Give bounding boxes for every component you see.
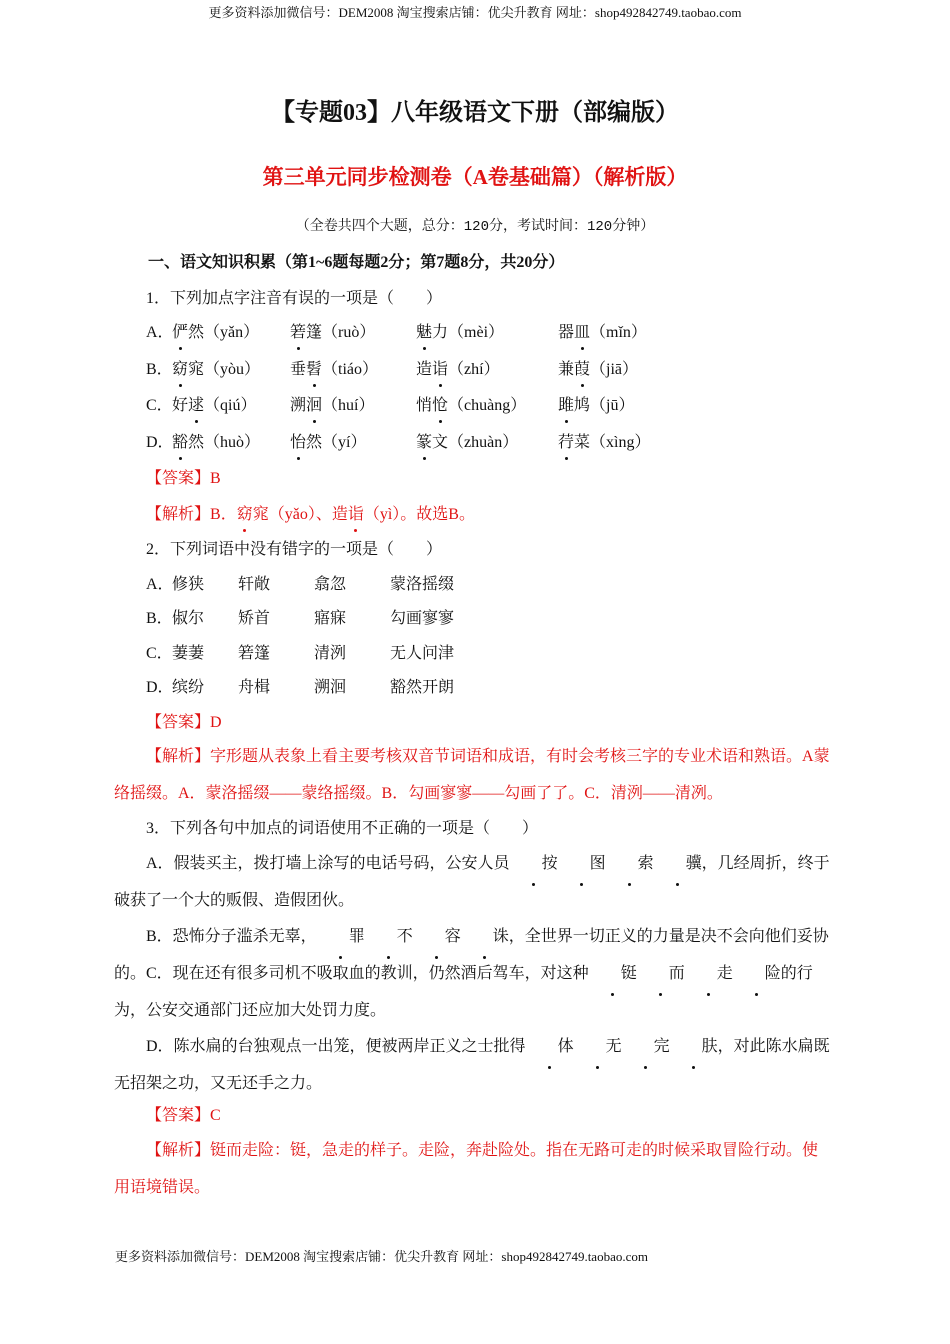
emphasized-char: 洄 — [306, 393, 322, 419]
option-item: 翕忽 — [314, 576, 347, 593]
analysis-label: 【解析】 — [146, 506, 211, 523]
answer-label: 【答案】 — [146, 470, 211, 487]
option-item: 俨然（yǎn） — [172, 320, 259, 346]
option-item: 矫首 — [238, 610, 271, 627]
emphasized-char: 怡 — [290, 430, 306, 456]
analysis-label: 【解析】 — [146, 748, 211, 765]
option-item: 蒙洛摇缀 — [390, 576, 455, 593]
option-item: 溯洄 — [314, 679, 347, 696]
emphasized-char: 无 — [574, 1028, 622, 1065]
option-item: 勾画寥寥 — [390, 610, 455, 627]
option-item: 箬篷 — [238, 645, 271, 662]
option-letter: B． — [146, 361, 173, 378]
question-2-answer — [146, 710, 222, 736]
option-item: 清洌 — [314, 645, 347, 662]
question-2-stem: 2．下列词语中没有错字的一项是（ ） — [146, 541, 443, 558]
emphasized-char: 按 — [510, 845, 558, 882]
option-item: 俶尔 — [172, 610, 205, 627]
question-3-option-d: D．陈水扁的台独观点一出笼，便被两岸正义之士批得 体 无 完 肤，对此陈水扁既无招架之功，又无还手之力。 — [114, 1028, 830, 1102]
page-footer: 更多资料添加微信号：DEM2008 淘宝搜索店铺：优尖升教育 网址：shop492842749.taobao.com — [115, 1249, 648, 1264]
answer-value: B — [210, 470, 221, 487]
option-item: 好逑（qiú） — [172, 393, 256, 419]
question-3-option-b: B．恐怖分子滥杀无辜， 罪 不 容 诛，全世界一切正义的力量是决不会向他们妥协的。 — [114, 918, 830, 992]
option-item: 器皿（mǐn） — [558, 320, 647, 346]
emphasized-char: 走 — [685, 955, 733, 992]
document-subtitle: 第三单元同步检测卷（A卷基础篇）（解析版） — [262, 165, 688, 189]
question-3-stem: 3．下列各句中加点的词语使用不正确的一项是（ ） — [146, 820, 539, 837]
option-item: 豁然开朗 — [390, 679, 455, 696]
emphasized-char: 皿 — [574, 320, 590, 346]
answer-value: C — [210, 1107, 221, 1124]
option-item: 兼葭（jiā） — [558, 357, 638, 383]
option-item: 溯洄（huí） — [290, 393, 374, 419]
option-item: 萋萋 — [172, 645, 205, 662]
option-item: 垂髫（tiáo） — [290, 357, 378, 383]
answer-value: D — [210, 714, 222, 731]
emphasized-char: 诣 — [348, 502, 364, 528]
analysis-label: 【解析】 — [146, 1142, 211, 1159]
emphasized-char: 逑 — [188, 393, 204, 419]
option-item: 箬篷（ruò） — [290, 320, 375, 346]
option-letter: C． — [146, 645, 173, 662]
question-1-answer — [146, 466, 221, 492]
option-letter: A． — [146, 576, 174, 593]
option-item: 寤寐 — [314, 610, 347, 627]
option-item: 舟楫 — [238, 679, 271, 696]
emphasized-char: 荇 — [558, 430, 574, 456]
exam-info: （全卷共四个大题，总分：120分，考试时间：120分钟） — [295, 219, 655, 235]
option-letter: D． — [146, 679, 174, 696]
question-1-analysis — [146, 502, 475, 528]
emphasized-char: 险 — [733, 955, 781, 992]
page-header: 更多资料添加微信号：DEM2008 淘宝搜索店铺：优尖升教育 网址：shop492842749.taobao.com — [208, 5, 742, 20]
emphasized-char: 箬 — [290, 320, 306, 346]
emphasized-char: 魅 — [416, 320, 432, 346]
option-item: 窈窕（yòu） — [172, 357, 260, 383]
emphasized-char: 葭 — [574, 357, 590, 383]
emphasized-char: 不 — [365, 918, 413, 955]
option-item: 缤纷 — [172, 679, 205, 696]
question-3-answer — [146, 1103, 221, 1129]
emphasized-char: 篆 — [416, 430, 432, 456]
answer-label: 【答案】 — [146, 1107, 211, 1124]
question-3-option-c: C．现在还有很多司机不吸取血的教训，仍然酒后驾车，对这种 铤 而 走 险的行为，公安交通部门还应加大处罚力度。 — [114, 955, 830, 1029]
question-1-stem: 1．下列加点字注音有误的一项是（ ） — [146, 290, 443, 307]
emphasized-char: 怆 — [432, 393, 448, 419]
emphasized-char: 图 — [558, 845, 606, 882]
emphasized-char: 而 — [637, 955, 685, 992]
section-heading: 一、语文知识积累（第1~6题每题2分；第7题8分，共20分） — [148, 254, 565, 271]
option-item: 轩敞 — [238, 576, 271, 593]
answer-label: 【答案】 — [146, 714, 211, 731]
emphasized-char: 雎 — [558, 393, 574, 419]
emphasized-char: 体 — [526, 1028, 574, 1065]
option-item: 造诣（zhí） — [416, 357, 500, 383]
question-3-option-a: A．假装买主，拨打墙上涂写的电话号码，公安人员 按 图 索 骥，几经周折，终于破获了一个大的贩假、造假团伙。 — [114, 845, 830, 919]
question-3-analysis — [114, 1132, 830, 1206]
option-item: 无人问津 — [390, 645, 455, 662]
option-item: 雎鸠（jū） — [558, 393, 634, 419]
analysis-text: 字形题从表象上看主要考核双音节词语和成语，有时会考核三字的专业术语和熟语。A蒙络摇缀。A．蒙洛摇缀——蒙络摇缀。B．勾画寥寥——勾画了了。C．清洌——清冽。 — [114, 748, 830, 802]
option-item: 魅力（mèi） — [416, 320, 504, 346]
emphasized-char: 俨 — [172, 320, 188, 346]
emphasized-char: 窈 — [237, 502, 253, 528]
analysis-text: B．窈窕（yǎo）、造诣（yì）。故选B。 — [210, 506, 475, 523]
question-2-analysis — [114, 738, 830, 812]
option-item: 修狭 — [172, 576, 205, 593]
emphasized-char: 髫 — [306, 357, 322, 383]
emphasized-char: 罪 — [317, 918, 365, 955]
emphasized-char: 铤 — [589, 955, 637, 992]
option-item: 怡然（yí） — [290, 430, 366, 456]
emphasized-char: 完 — [622, 1028, 670, 1065]
option-letter: B． — [146, 610, 173, 627]
emphasized-char: 索 — [606, 845, 654, 882]
analysis-text: 铤而走险：铤，急走的样子。走险，奔赴险处。指在无路可走的时候采取冒险行动。使用语境错误。 — [114, 1142, 819, 1196]
emphasized-char: 诣 — [432, 357, 448, 383]
emphasized-char: 豁 — [172, 430, 188, 456]
emphasized-char: 诛 — [461, 918, 509, 955]
option-letter: D． — [146, 434, 174, 451]
emphasized-char: 容 — [413, 918, 461, 955]
option-item: 篆文（zhuàn） — [416, 430, 518, 456]
option-letter: C． — [146, 397, 173, 414]
emphasized-char: 骥 — [654, 845, 702, 882]
emphasized-char: 肤 — [670, 1028, 718, 1065]
option-letter: A． — [146, 324, 174, 341]
emphasized-char: 窈 — [172, 357, 188, 383]
option-item: 豁然（huò） — [172, 430, 260, 456]
document-title: 【专题03】八年级语文下册（部编版） — [271, 100, 679, 126]
option-item: 荇菜（xìng） — [558, 430, 650, 456]
option-item: 悄怆（chuàng） — [416, 393, 526, 419]
